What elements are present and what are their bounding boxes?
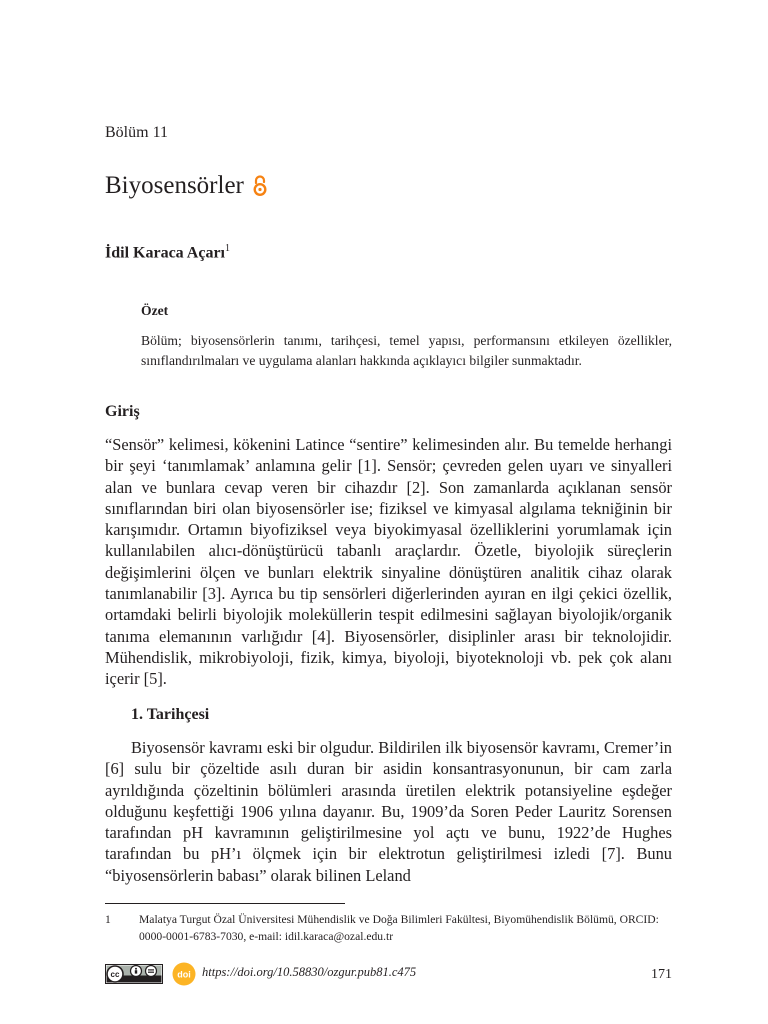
creative-commons-icon[interactable]: [105, 964, 163, 984]
doi-link[interactable]: https://doi.org/10.58830/ozgur.pub81.c475: [202, 965, 417, 979]
footnote-divider: [105, 903, 345, 904]
author-footnote-mark[interactable]: 1: [224, 243, 230, 254]
section-heading-history: 1. Tarihçesi: [131, 706, 210, 723]
intro-paragraph: “Sensör” kelimesi, kökenini Latince “sentire” kelimesinden alır. Bu temelde herhangi bir şeyi ‘tanımlamak’ anlamına gelir [1]. Sensör; çevreden gelen uyarı ve sinyalleri alan ve bunlara cevap veren bir cihazdır [2]. Son zamanlarda açıklanan sensör sınıflarından biri olan biyosensörler ise; fiziksel ve kimyasal algılama tekniğinin bir karışımıdır. Ortamın biyofiziksel veya biyokimyasal özelliklerini yorumlamak için kullanılabilen alıcı-dönüştürücü tabanlı araçlardır. Özetle, biyolojik süreçlerin değişimlerini ölçen ve bunları elektrik sinyaline dönüştüren analitik cihaz olarak tanımlanabilir [3]. Ayrıca bu tip sensörleri diğerlerinden ayıran en ilgi çekici özellik, ortamdaki belirli biyolojik moleküllerin tespit edilmesini sağlayan biyolojik/organik tanıma elemanının varlığıdır [4]. Biyosensörler, disiplinler arası bir teknolojidir. Mühendislik, mikrobiyoloji, fizik, kimya, biyoloji, biyoteknoloji vb. pek çok alanı içerir [5].: [105, 435, 672, 689]
footnote-number: 1: [105, 913, 111, 926]
page-number: 171: [651, 967, 672, 982]
open-access-icon[interactable]: [253, 175, 267, 197]
abstract: [141, 301, 672, 372]
author-name: İdil Karaca Açarı: [105, 244, 225, 262]
chapter-label: Bölüm 11: [105, 124, 168, 141]
page-footer: [105, 960, 672, 986]
footnote-text: Malatya Turgut Özal Üniversitesi Mühendislik ve Doğa Bilimleri Fakültesi, Biyomühendislik Bölümü, ORCID: 0000-0001-6783-7030, e-mail: idil.karaca@ozal.edu.tr: [139, 913, 659, 943]
doi-label: doi: [177, 969, 191, 980]
chapter-title-row: [105, 172, 267, 200]
history-paragraph: Biyosensör kavramı eski bir olgudur. Bildirilen ilk biyosensör kavramı, Cremer’in [6] sulu bir çözeltide asılı duran bir asidin konsantrasyonunun, bir cam zarla ayrıldığında çözeltinin bölümleri arasında üretilen elektrik potansiyeline eşdeğer olduğunu keşfettiği 1906 yılına dayanır. Bu, 1909’da Soren Peder Lauritz Sorensen tarafından pH kavramının geliştirilmesine yol açtı ve bunu, 1922’de Hughes tarafından bu pH’ı ölçmek için bir elektrotun geliştirilmesi izledi [7]. Bunu “biyosensörlerin babası” olarak bilinen Leland: [105, 738, 672, 885]
abstract-heading: Özet: [141, 303, 169, 318]
abstract-body: Bölüm; biyosensörlerin tanımı, tarihçesi, temel yapısı, performansını etkileyen özellikler, sınıflandırılmaları ve uygulama alanları hakkında açıklayıcı bilgiler sunmaktadır.: [141, 332, 672, 368]
section-heading-intro: Giriş: [105, 403, 140, 420]
doi-icon[interactable]: [172, 962, 196, 986]
cc-label: cc: [110, 970, 120, 979]
author: [105, 243, 230, 262]
footnote: [105, 912, 675, 945]
chapter-title: Biyosensörler: [105, 172, 244, 199]
